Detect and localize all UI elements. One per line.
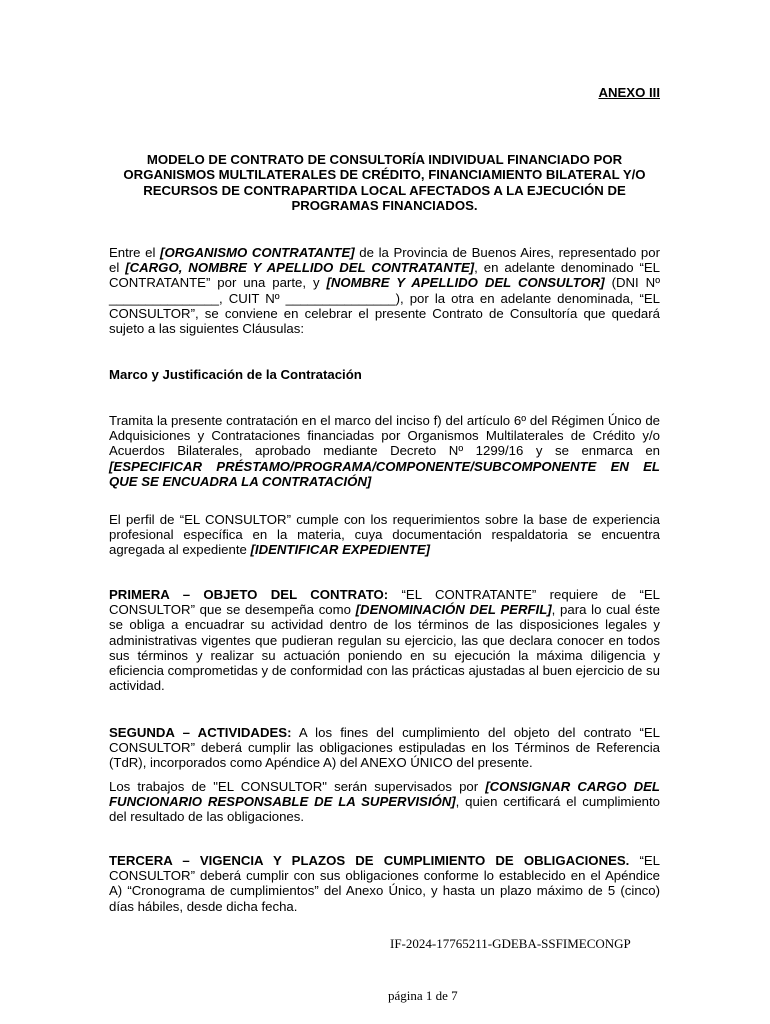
placeholder-perfil: [DENOMINACIÓN DEL PERFIL] (355, 602, 552, 618)
placeholder-nombre-consultor: [NOMBRE Y APELLIDO DEL CONSULTOR] (326, 275, 605, 291)
intro-text-3: , en adelante denominado “EL CONTRATANTE” por una parte, y (109, 260, 660, 291)
marco-paragraph-2 (109, 512, 660, 558)
section-heading-marco: Marco y Justificación de la Contratación (109, 367, 362, 382)
intro-paragraph (109, 245, 660, 336)
annex-label: ANEXO III (598, 85, 660, 100)
clause-segunda (109, 725, 660, 771)
marco-text-2: El perfil de “EL CONSULTOR” cumple con los requerimientos sobre la base de experiencia profesional específica en la materia, cuya documentación respaldatoria se encuentra agregada al expediente (109, 512, 660, 558)
placeholder-organismo: [ORGANISMO CONTRATANTE] (160, 245, 355, 260)
clause-segunda-text-2: Los trabajos de "EL CONSULTOR" serán supervisados por (109, 779, 486, 794)
intro-text-4: (DNI Nº _______________, CUIT Nº _______________), por la otra en adelante denominada, “EL CONSULTOR”, se conviene en celebrar el presente Contrato de Consultoría que quedará sujeto a las siguientes Cláusulas: (109, 275, 661, 337)
clause-segunda-text-3: , quien certificará el cumplimiento del resultado de las obligaciones. (109, 794, 660, 825)
clause-primera-text-2: , para lo cual éste se obliga a encuadrar su actividad dentro de los términos de las disposiciones legales y administrativas vigentes que pudieran regulan su ejercicio, las que declara conocer en todos sus términos y realizar su actuación poniendo en su ejecución la máxima diligencia y eficiencia comprometidas y de conformidad con las prácticas ajustadas al buen ejercicio de su actividad. (109, 602, 660, 694)
clause-segunda-text-1: A los fines del cumplimiento del objeto del contrato “EL CONSULTOR” deberá cumplir las obligaciones estipuladas en los Términos de Referencia (TdR), incorporados como Apéndice A) del ANEXO ÚNICO del presente. (109, 725, 660, 771)
placeholder-expediente: [IDENTIFICAR EXPEDIENTE] (250, 542, 431, 558)
marco-text-1: Tramita la presente contratación en el marco del inciso f) del artículo 6º del Régimen Único de Adquisiciones y Contrataciones financiadas por Organismos Multilaterales de Crédito y/o Acuerdos Bilaterales, aprobado mediante Decreto Nº 1299/16 y se enmarca en (109, 413, 660, 459)
placeholder-cargo-contratante: [CARGO, NOMBRE Y APELLIDO DEL CONTRATANTE] (125, 260, 475, 276)
clause-tercera-heading: TERCERA – VIGENCIA Y PLAZOS DE CUMPLIMIENTO DE OBLIGACIONES. (109, 853, 630, 868)
document-title: MODELO DE CONTRATO DE CONSULTORÍA INDIVIDUAL FINANCIADO POR ORGANISMOS MULTILATERALES DE CRÉDITO, FINANCIAMIENTO BILATERAL Y/O RECURSOS DE CONTRAPARTIDA LOCAL AFECTADOS A LA EJECUCIÓN DE PROGRAMAS FINANCIADOS. (123, 152, 646, 213)
clause-tercera-text-1: “EL CONSULTOR” deberá cumplir con sus obligaciones conforme lo establecido en el Apéndice A) “Cronograma de cumplimientos” del Anexo Único, y hasta un plazo máximo de 5 (cinco) días hábiles, desde dicha fecha. (109, 853, 661, 914)
clause-segunda-paragraph-2 (109, 779, 660, 825)
placeholder-prestamo: [ESPECIFICAR PRÉSTAMO/PROGRAMA/COMPONENTE/SUBCOMPONENTE EN EL QUE SE ENCUADRA LA CONTRATACIÓN] (109, 458, 660, 489)
clause-primera (109, 587, 660, 693)
intro-text-1: Entre el (109, 245, 161, 260)
clause-segunda-heading: SEGUNDA – ACTIVIDADES: (109, 725, 292, 740)
placeholder-supervisor: [CONSIGNAR CARGO DEL FUNCIONARIO RESPONSABLE DE LA SUPERVISIÓN] (109, 779, 660, 810)
clause-primera-text-1: “EL CONTRATANTE” requiere de “EL CONSULTOR” que se desempeña como (109, 587, 660, 618)
intro-text-2: de la Provincia de Buenos Aires, representado por el (109, 245, 660, 276)
clause-tercera (109, 853, 660, 914)
clause-primera-heading: PRIMERA – OBJETO DEL CONTRATO: (109, 587, 389, 602)
marco-paragraph-1 (109, 413, 660, 489)
document-id: IF-2024-17765211-GDEBA-SSFIMECONGP (390, 936, 631, 951)
page-number: página 1 de 7 (388, 988, 458, 1003)
